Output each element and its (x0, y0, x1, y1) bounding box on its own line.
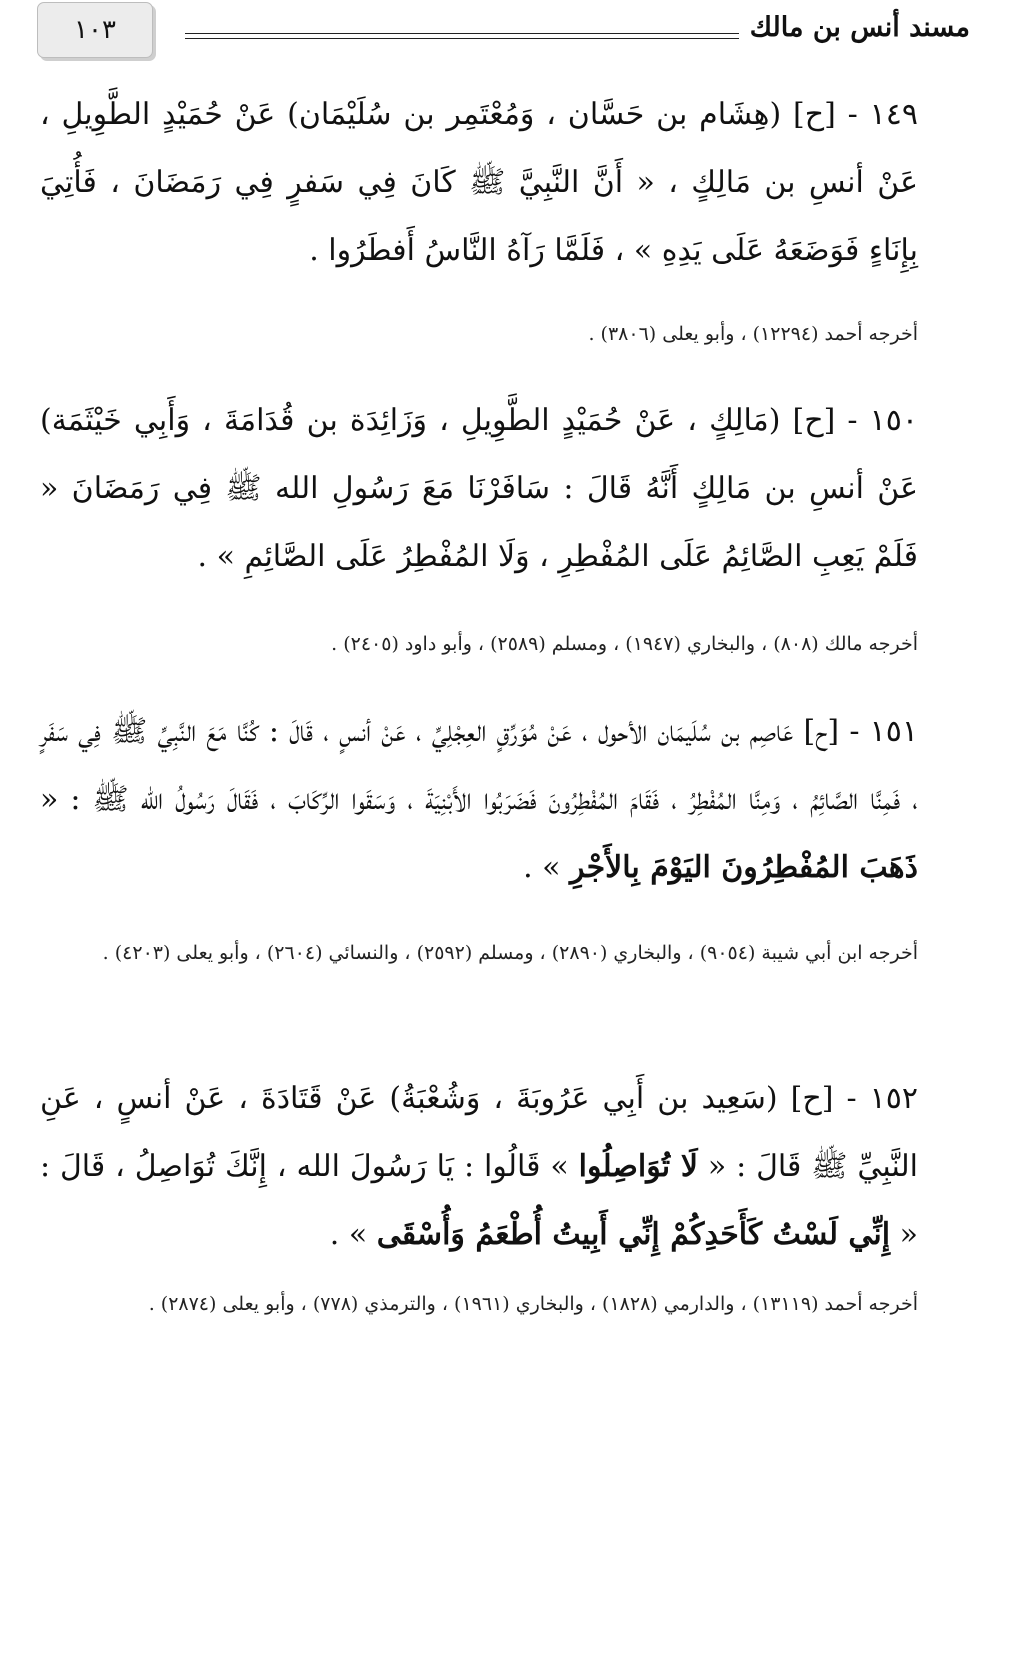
page-header (0, 0, 1010, 70)
hadith-151-text (40, 698, 918, 902)
hadith-152-quote-2: إِنِّي لَسْتُ كَأَحَدِكُمْ إِنِّي أَبِيتُ أُطْعَمُ وَأُسْقَى (376, 1217, 891, 1252)
hadith-151-end: » . (523, 850, 571, 885)
hadith-150-source: أخرجه مالك (٨٠٨) ، والبخاري (١٩٤٧) ، ومسلم (٢٥٨٩) ، وأبو داود (٢٤٠٥) . (331, 633, 918, 655)
book-title: مسند أنس بن مالك (749, 12, 970, 43)
hadith-152-source: أخرجه أحمد (١٣١١٩) ، والدارمي (١٨٢٨) ، والبخاري (١٩٦١) ، والترمذي (٧٧٨) ، وأبو يعلى (٢٨٧٤) . (148, 1293, 918, 1315)
page-number-tab (37, 2, 153, 58)
page-number: ١٠٣ (74, 15, 116, 45)
hadith-151-source: أخرجه ابن أبي شيبة (٩٠٥٤) ، والبخاري (٢٨٩٠) ، ومسلم (٢٥٩٢) ، والنسائي (٢٦٠٤) ، وأبو يعلى (٤٢٠٣) . (102, 942, 918, 964)
hadith-151-quote: ذَهَبَ المُفْطِرُونَ اليَوْمَ بِالأَجْرِ (570, 850, 918, 885)
hadith-151-plain: ١٥١ - [ح] عَاصِم بن سُلَيمَان الأحول ، عَنْ مُوَرِّقٍ العِجْلِيِّ ، عَنْ أنسٍ ، قَالَ : كُنَّا مَعَ النَّبِيِّ ﷺ فِي سَفَرٍ ، فَمِنَّا الصَّائِمُ ، وَمِنَّا المُفْطِرُ ، فَقَامَ المُفْطِرُونَ فَضَرَبُوا الأَبْنِيَةَ ، وَسَقَوا الرِّكَابَ ، فَقَالَ رَسُولُ الله ﷺ : « (40, 714, 918, 817)
hadith-152-quote-1: لَا تُوَاصِلُوا (578, 1149, 698, 1184)
hadith-152-text (40, 1065, 918, 1269)
hadith-149-source: أخرجه أحمد (١٢٢٩٤) ، وأبو يعلى (٣٨٠٦) . (588, 323, 918, 345)
hadith-150-text: ١٥٠ - [ح] (مَالِكٍ ، عَنْ حُمَيْدٍ الطَّوِيلِ ، وَزَائِدَة بن قُدَامَةَ ، وَأَبِي خَيْثَمَة) عَنْ أنسِ بن مَالِكٍ أَنَّهُ قَالَ : سَافَرْنَا مَعَ رَسُولِ الله ﷺ فِي رَمَضَانَ « فَلَمْ يَعِبِ الصَّائِمُ عَلَى المُفْطِرِ ، وَلَا المُفْطِرُ عَلَى الصَّائِمِ » . (40, 403, 918, 574)
hadith-149-text: ١٤٩ - [ح] (هِشَام بن حَسَّان ، وَمُعْتَمِر بن سُلَيْمَان) عَنْ حُمَيْدٍ الطَّوِيلِ ، عَنْ أنسِ بن مَالِكٍ ، « أَنَّ النَّبِيَّ ﷺ كَانَ فِي سَفرٍ فِي رَمَضَانَ ، فَأُتِيَ بِإِنَاءٍ فَوَضَعَهُ عَلَى يَدِهِ » ، فَلَمَّا رَآهُ النَّاسُ أَفطَرُوا . (40, 97, 918, 268)
hadith-152-mid: » قَالُوا : يَا رَسُولَ الله ، إِنَّكَ تُوَاصِلُ ، قَالَ : « (40, 1149, 918, 1252)
header-rule (185, 33, 739, 39)
hadith-152-end: » . (329, 1217, 377, 1252)
hadith-152-plain: ١٥٢ - [ح] (سَعِيد بن أَبِي عَرُوبَةَ ، وَشُعْبَةُ) عَنْ قَتَادَةَ ، عَنْ أنسٍ ، عَنِ النَّبِيِّ ﷺ قَالَ : « (40, 1081, 918, 1184)
